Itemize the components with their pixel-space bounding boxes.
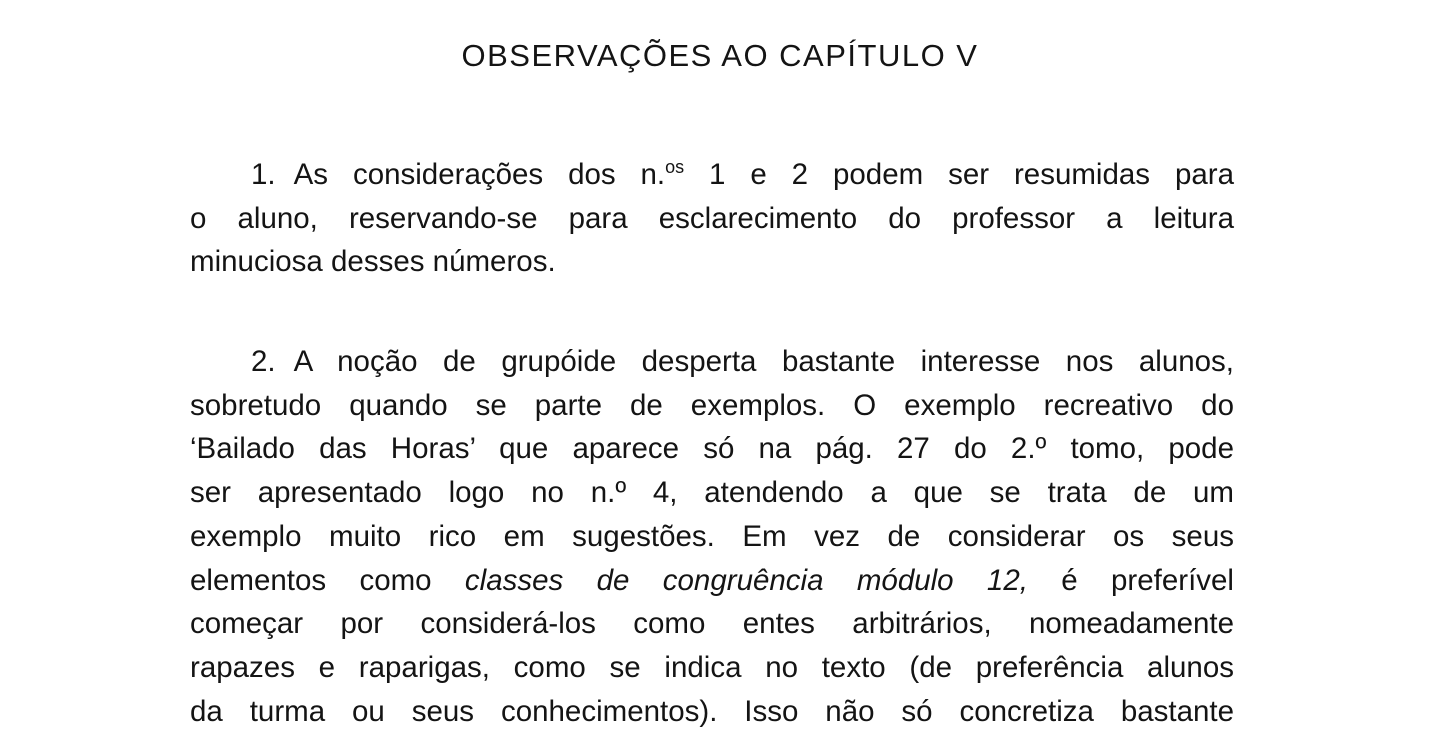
- paragraph-2-line-8: rapazes e raparigas, como se indica no texto (de preferência alunos: [190, 650, 1234, 684]
- paragraph-2-line-1: [190, 340, 1234, 384]
- paragraph-2-line-3: ‘Bailado das Horas’ que aparece só na pág. 27 do 2.º tomo, pode: [190, 432, 1234, 466]
- italic-phrase: classes de congruência módulo 12,: [464, 563, 1028, 597]
- paragraph-2-line-7: começar por considerá-los como entes arbitrários, nomeadamente: [190, 607, 1234, 641]
- paragraph-2-line-6-rest: é preferível: [1027, 563, 1234, 597]
- paragraph-1-number: 1.: [251, 158, 276, 191]
- paragraph-2-line-9: da turma ou seus conhecimentos). Isso não só concretiza bastante: [190, 694, 1234, 728]
- paragraph-1-line-1-rest: 1 e 2 podem ser resumidas para: [684, 158, 1234, 191]
- paragraph-1-line-1-text: As considerações dos n.: [293, 158, 666, 191]
- paragraph-1-line-1: [190, 153, 1234, 197]
- chapter-title: OBSERVAÇÕES AO CAPÍTULO V: [461, 38, 979, 73]
- paragraph-2-line-2: sobretudo quando se parte de exemplos. O exemplo recreativo do: [190, 388, 1234, 422]
- paragraph-2-line-4: ser apresentado logo no n.º 4, atendendo a que se trata de um: [190, 476, 1234, 510]
- paragraph-2-line-6: [190, 559, 1234, 603]
- superscript-os: os: [665, 157, 685, 177]
- paragraph-2-line-5: exemplo muito rico em sugestões. Em vez de considerar os seus: [190, 519, 1234, 553]
- paragraph-2-line-1-text: A noção de grupóide desperta bastante interesse nos alunos,: [293, 345, 1234, 378]
- paragraph-1-line-2: o aluno, reservando-se para esclarecimento do professor a leitura: [190, 201, 1234, 235]
- paragraph-1-line-3: minuciosa desses números.: [190, 245, 556, 279]
- paragraph-2: [190, 340, 1234, 730]
- paragraph-2-line-6-text: elementos como: [190, 563, 465, 597]
- paragraph-1: [190, 153, 1234, 284]
- paragraph-2-number: 2.: [251, 345, 276, 378]
